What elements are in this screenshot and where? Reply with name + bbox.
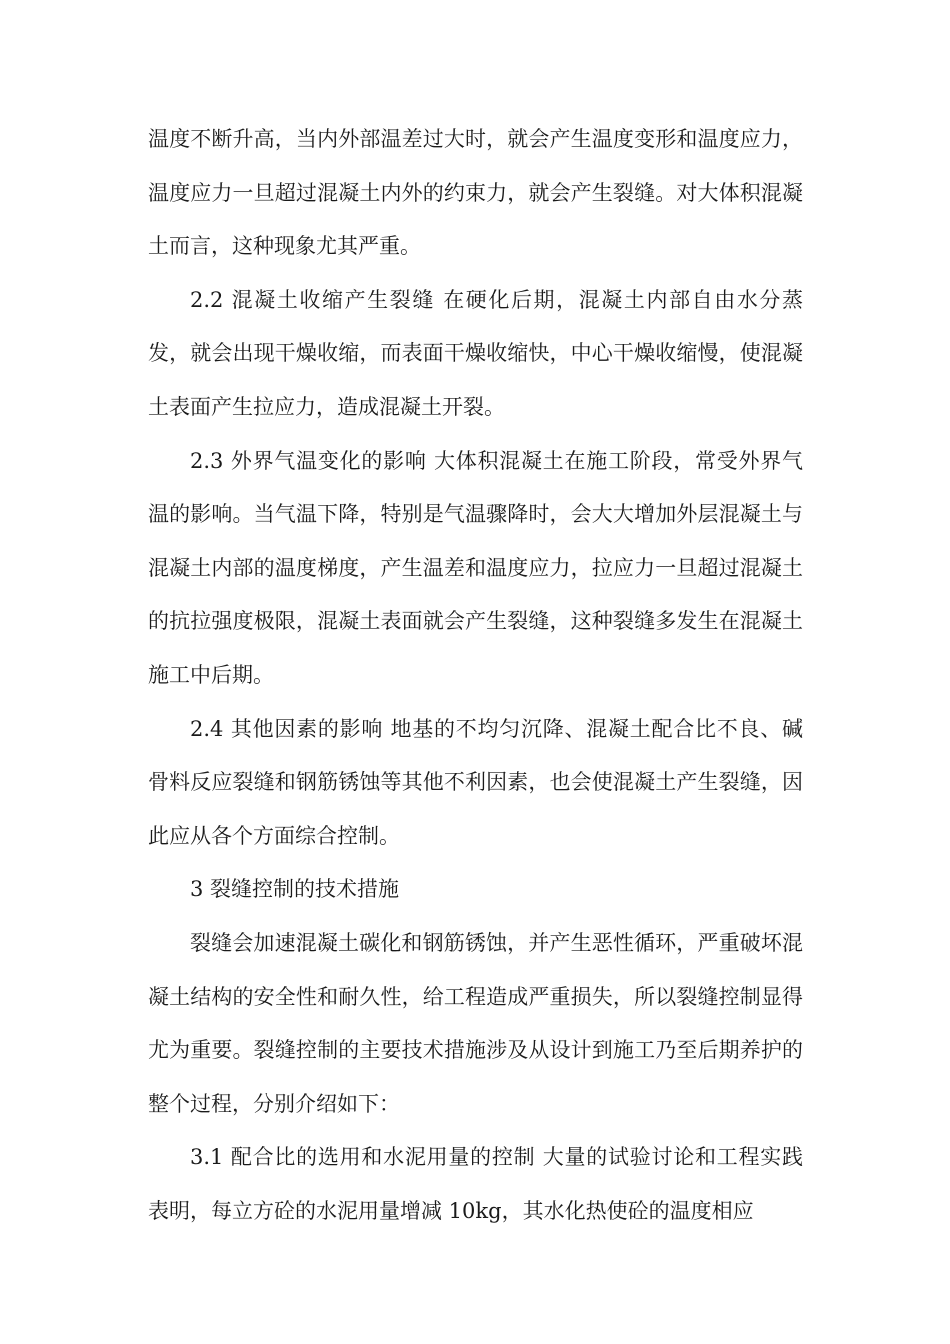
paragraph-section-3-intro: 裂缝会加速混凝土碳化和钢筋锈蚀，并产生恶性循环，严重破坏混凝土结构的安全性和耐久性，给工程造成严重损失，所以裂缝控制显得尤为重要。裂缝控制的主要技术措施涉及从设计到施工乃至后期养护的整个过程，分别介绍如下： — [148, 930, 803, 1116]
paragraph-section-2-2: 2.2 混凝土收缩产生裂缝 在硬化后期，混凝土内部自由水分蒸发，就会出现干燥收缩，而表面干燥收缩快，中心干燥收缩慢，使混凝土表面产生拉应力，造成混凝土开裂。 — [148, 287, 803, 419]
paragraph-section-2-4: 2.4 其他因素的影响 地基的不均匀沉降、混凝土配合比不良、碱骨料反应裂缝和钢筋锈蚀等其他不利因素，也会使混凝土产生裂缝，因此应从各个方面综合控制。 — [148, 716, 803, 848]
section-heading-3: 3 裂缝控制的技术措施 — [190, 877, 400, 902]
paragraph-continuation: 温度不断升高，当内外部温差过大时，就会产生温度变形和温度应力，温度应力一旦超过混凝土内外的约束力，就会产生裂缝。对大体积混凝土而言，这种现象尤其严重。 — [148, 127, 803, 259]
paragraph-section-3-1: 3.1 配合比的选用和水泥用量的控制 大量的试验讨论和工程实践表明，每立方砼的水泥用量增减 10kg，其水化热使砼的温度相应 — [148, 1145, 803, 1223]
paragraph-section-2-3: 2.3 外界气温变化的影响 大体积混凝土在施工阶段，常受外界气温的影响。当气温下降，特别是气温骤降时，会大大增加外层混凝土与混凝土内部的温度梯度，产生温差和温度应力，拉应力一旦超过混凝土的抗拉强度极限，混凝土表面就会产生裂缝，这种裂缝多发生在混凝土施工中后期。 — [148, 448, 803, 687]
document-body — [148, 113, 803, 1238]
